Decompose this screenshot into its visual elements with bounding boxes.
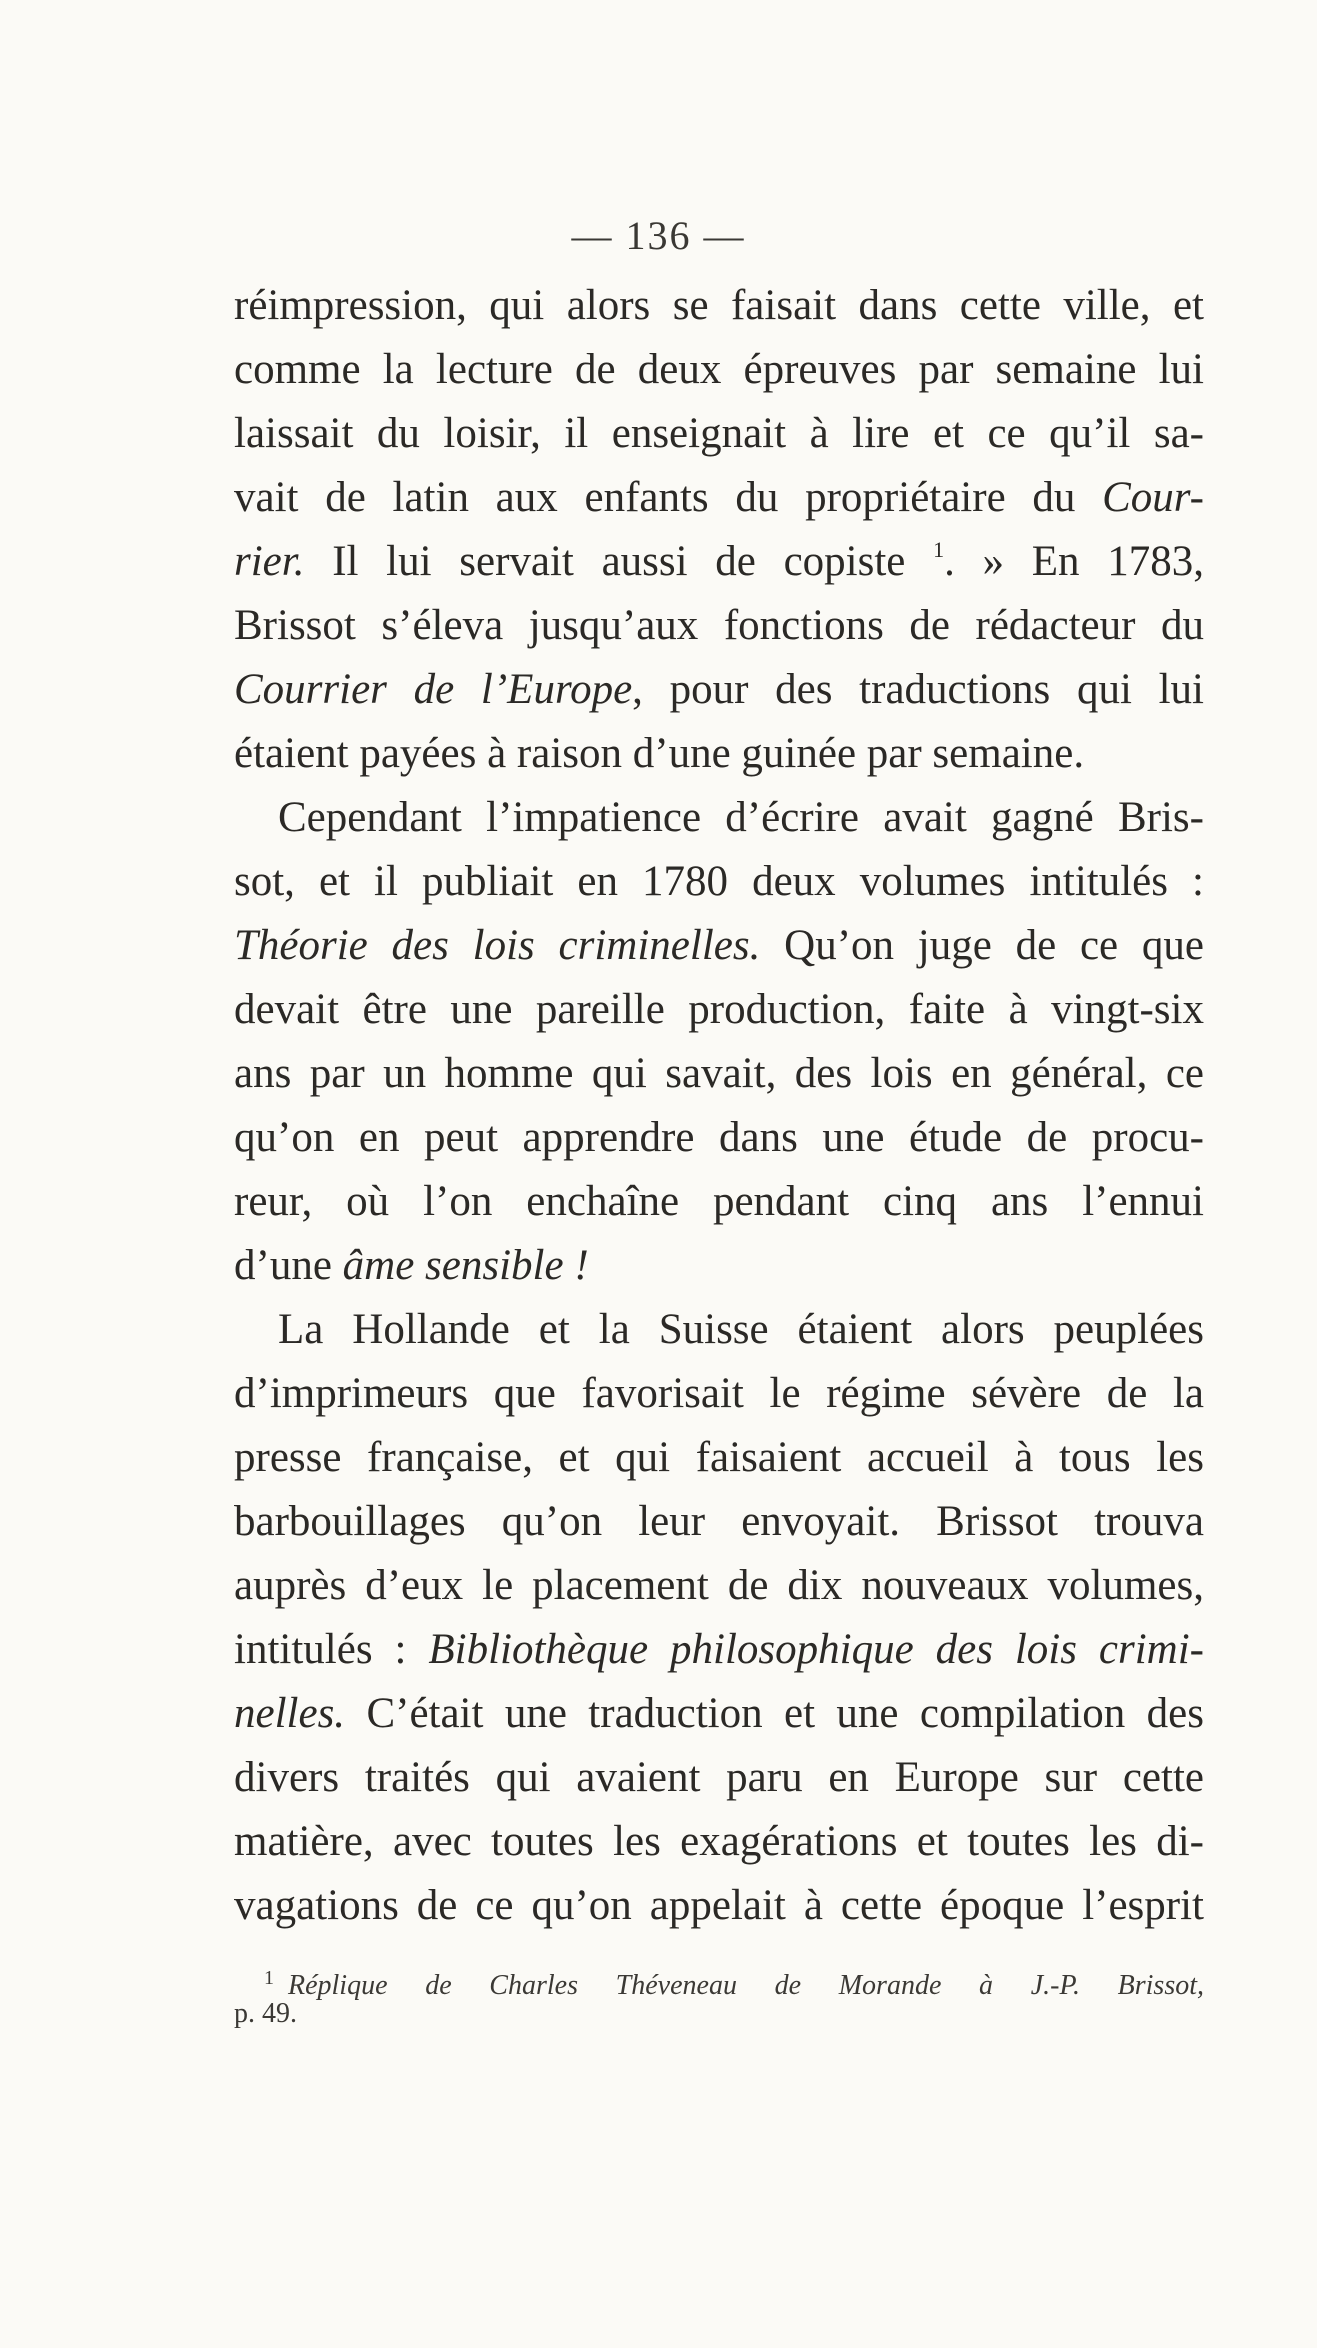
text-span: vait de latin aux enfants du propriétaire du	[234, 474, 1103, 521]
paragraph-2-line-3	[234, 916, 1204, 976]
paragraph-1-line-7	[234, 660, 1204, 720]
footnote-line-2: p. 49.	[234, 1998, 297, 2029]
page-number: — 136 —	[571, 213, 746, 258]
paragraph-3-line-2: d’imprimeurs que favorisait le régime sévère de la	[234, 1370, 1204, 1417]
paragraph-2-line-6: qu’on en peut apprendre dans une étude de procu-	[234, 1114, 1204, 1161]
text-span: Qu’on juge de ce que	[760, 922, 1204, 969]
paragraph-1-line-4	[234, 468, 1204, 528]
paragraph-3-line-6	[234, 1620, 1204, 1680]
paragraph-3-line-3: presse française, et qui faisaient accueil à tous les	[234, 1434, 1204, 1481]
paragraph-1-line-5	[234, 532, 1204, 592]
paragraph-2-line-7: reur, où l’on enchaîne pendant cinq ans l’ennui	[234, 1178, 1204, 1225]
paragraph-1-line-3: laissait du loisir, il enseignait à lire et ce qu’il sa-	[234, 410, 1204, 457]
paragraph-2-line-8	[234, 1236, 1204, 1296]
paragraph-2-line-5: ans par un homme qui savait, des lois en général, ce	[234, 1050, 1204, 1097]
paragraph-1-line-6: Brissot s’éleva jusqu’aux fonctions de rédacteur du	[234, 602, 1204, 649]
italic-phrase-ame-sensible: âme sensible !	[342, 1242, 589, 1289]
paragraph-1-line-1: réimpression, qui alors se faisait dans cette ville, et	[234, 282, 1204, 329]
paragraph-3-line-7	[234, 1684, 1204, 1744]
paragraph-3-line-8: divers traités qui avaient paru en Europe sur cette	[234, 1754, 1204, 1801]
paragraph-1-line-2: comme la lecture de deux épreuves par semaine lui	[234, 346, 1204, 393]
text-span: . » En 1783,	[944, 538, 1204, 585]
text-span: Il lui servait aussi de copiste	[304, 538, 934, 585]
paragraph-3-line-4: barbouillages qu’on leur envoyait. Brissot trouva	[234, 1498, 1204, 1545]
text-span: intitulés :	[234, 1626, 429, 1673]
footnote-reference: 1	[933, 537, 945, 562]
italic-title-bibliotheque: Bibliothèque philosophique des lois crimi-	[428, 1626, 1204, 1673]
paragraph-2-line-2: sot, et il publiait en 1780 deux volumes intitulés :	[234, 858, 1204, 905]
italic-title-courrier-europe: Courrier de l’Europe	[234, 666, 633, 713]
paragraph-3-line-1: La Hollande et la Suisse étaient alors peuplées	[278, 1306, 1204, 1353]
text-span: d’une	[234, 1242, 343, 1289]
italic-title-theorie: Théorie des lois criminelles.	[234, 922, 761, 969]
footnote-mark: 1	[264, 1967, 274, 1989]
paragraph-3-line-9: matière, avec toutes les exagérations et toutes les di-	[234, 1818, 1204, 1865]
paragraph-1-line-8: étaient payées à raison d’une guinée par semaine.	[234, 730, 1085, 777]
text-span: C’était une traduction et une compilation des	[345, 1690, 1204, 1737]
text-span: , pour des traductions qui lui	[632, 666, 1204, 713]
paragraph-2-line-1: Cependant l’impatience d’écrire avait gagné Bris-	[278, 794, 1204, 841]
italic-title-bibliotheque-end: nelles.	[234, 1690, 346, 1737]
italic-title-courrier: Cour-	[1102, 474, 1204, 521]
paragraph-2-line-4: devait être une pareille production, faite à vingt-six	[234, 986, 1204, 1033]
italic-title-courrier-end: rier.	[234, 538, 305, 585]
footnote-citation: Réplique de Charles Théveneau de Morande à J.-P. Brissot,	[288, 1970, 1204, 2001]
paragraph-3-line-5: auprès d’eux le placement de dix nouveaux volumes,	[234, 1562, 1204, 1609]
paragraph-3-line-10: vagations de ce qu’on appelait à cette époque l’esprit	[234, 1882, 1204, 1929]
